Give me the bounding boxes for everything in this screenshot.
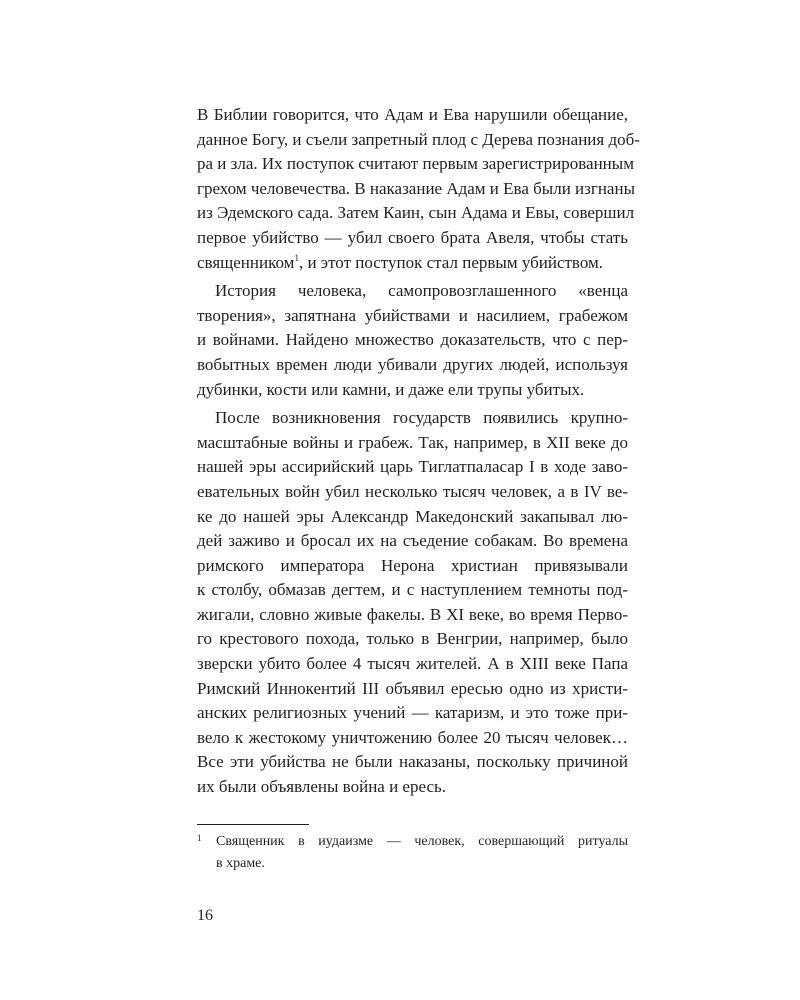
- text-line: После возникновения государств появились крупно-: [215, 408, 628, 428]
- footnote-body: [216, 831, 628, 875]
- text-line: В Библии говорится, что Адам и Ева нарушили обещание,: [197, 105, 628, 124]
- text-line: грехом человечества. В наказание Адам и Ева были изгнаны: [197, 178, 635, 198]
- text-line: первое убийство — убил своего брата Авеля, чтобы стать: [197, 227, 628, 247]
- body-text: [197, 103, 640, 800]
- text-line: ра и зла. Их поступок считают первым зарегистрированным: [197, 154, 634, 174]
- text-line: данное Богу, и съели запретный плод с Дерева познания доб-: [197, 129, 640, 149]
- footnote-line: в храме.: [216, 856, 265, 871]
- footnote-line-after: , и этот поступок стал первым убийством.: [298, 252, 604, 272]
- text-line: из Эдемского сада. Затем Каин, сын Адама и Евы, совершил: [197, 203, 635, 223]
- text-line: Римский Иннокентий III объявил ересью одно из христи-: [197, 678, 628, 698]
- text-line: нашей эры ассирийский царь Тиглатпаласар I в ходе заво-: [197, 457, 628, 477]
- paragraph-1: [197, 103, 640, 275]
- paragraph-2: [197, 279, 628, 402]
- text-line: вело к жестокому уничтожению более 20 тысяч человек…: [197, 727, 628, 747]
- text-line: Все эти убийства не были наказаны, поскольку причиной: [197, 752, 628, 772]
- text-line: творения», запятнана убийствами и насилием, грабежом: [197, 305, 628, 325]
- footnote-reference-mark: 1: [294, 252, 299, 263]
- text-line: го крестового похода, только в Венгрии, например, было: [197, 629, 628, 649]
- footnote-separator: [197, 824, 309, 825]
- text-line: и войнами. Найдено множество доказательств, что с пер-: [197, 330, 628, 350]
- text-line: зверски убито более 4 тысяч жителей. А в XIII веке Папа: [197, 654, 628, 674]
- text-line: анских религиозных учений — катаризм, и это тоже при-: [197, 703, 628, 723]
- footnote-line: Священник в иудаизме — человек, совершающий ритуалы: [216, 834, 628, 849]
- text-line: их были объявлены война и ересь.: [197, 777, 446, 797]
- text-line: дубинки, кости или камни, и даже ели трупы убитых.: [197, 379, 585, 399]
- text-line: ке до нашей эры Александр Македонский закапывал лю-: [197, 506, 628, 526]
- text-line: масштабные войны и грабеж. Так, например, в XII веке до: [197, 432, 628, 452]
- footnote-line-before: священником: [197, 252, 295, 272]
- text-line: римского императора Нерона христиан привязывали: [197, 555, 628, 575]
- footnote: [197, 831, 628, 875]
- text-line: евательных войн убил несколько тысяч человек, а в IV ве-: [197, 481, 628, 501]
- footnote-number: 1: [197, 833, 202, 843]
- text-line: жигали, словно живые факелы. В XI веке, во время Перво-: [197, 604, 628, 624]
- text-line-with-footnote: [197, 251, 628, 276]
- text-line: к столбу, обмазав дегтем, и с наступлением темноты под-: [197, 580, 628, 600]
- text-line: вобытных времен люди убивали других людей, используя: [197, 354, 628, 374]
- text-line: дей заживо и бросал их на съедение собакам. Во времена: [197, 531, 628, 551]
- paragraph-3: [197, 406, 628, 800]
- text-line: История человека, самопровозглашенного «венца: [215, 281, 628, 301]
- page-number: 16: [197, 907, 213, 924]
